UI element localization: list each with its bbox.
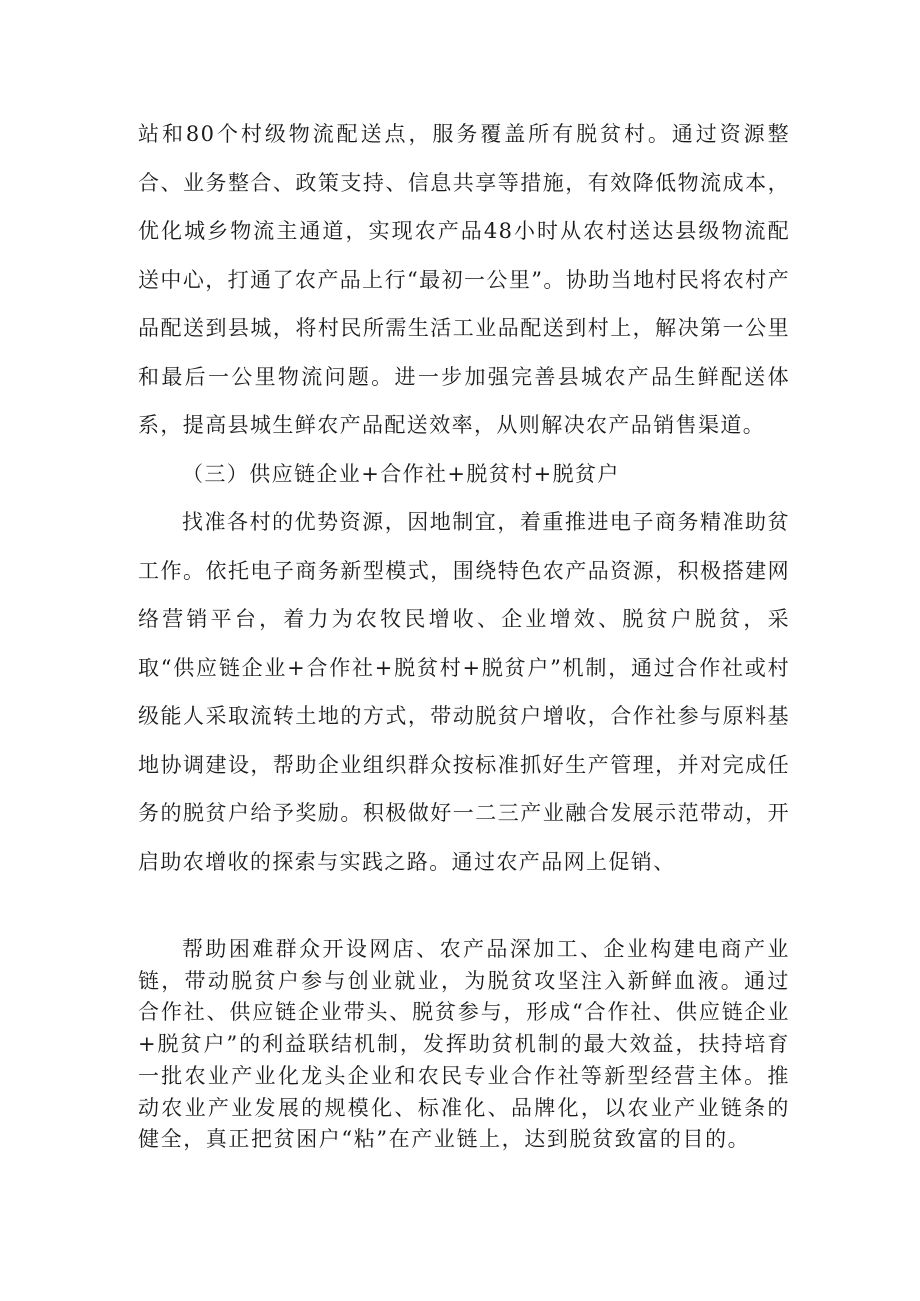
continued-paragraph: 站和80个村级物流配送点，服务覆盖所有脱贫村。通过资源整合、业务整合、政策支持、信息共享等措施，有效降低物流成本，优化城乡物流主通道，实现农产品48小时从农村送达县级物流配送中心，打通了农产品上行“最初一公里”。协助当地村民将农村产品配送到县城，将村民所需生活工业品配送到村上，解决第一公里和最后一公里物流问题。进一步加强完善县城农产品生鲜配送体系，提高县城生鲜农产品配送效率，从则解决农产品销售渠道。 (138, 122, 790, 437)
section-heading: （三）供应链企业+合作社+脱贫村+脱贫户 (182, 461, 620, 486)
final-paragraph: 帮助困难群众开设网店、农产品深加工、企业构建电商产业链，带动脱贫户参与创业就业，为脱贫攻坚注入新鲜血液。通过合作社、供应链企业带头、脱贫参与，形成“合作社、供应链企业+脱贫户”的利益联结机制，发挥助贫机制的最大效益，扶持培育一批农业产业化龙头企业和农民专业合作社等新型经营主体。推动农业产业发展的规模化、标准化、品牌化，以农业产业链条的健全，真正把贫困户“粘”在产业链上，达到脱贫致富的目的。 (138, 937, 790, 1152)
body-paragraph: 找准各村的优势资源，因地制宜，着重推进电子商务精准助贫工作。依托电子商务新型模式，围绕特色农产品资源，积极搭建网络营销平台，着力为农牧民增收、企业增效、脱贫户脱贫，采取“供应链企业+合作社+脱贫村+脱贫户”机制，通过合作社或村级能人采取流转土地的方式，带动脱贫户增收，合作社参与原料基地协调建设，帮助企业组织群众按标准抓好生产管理，并对完成任务的脱贫户给予奖励。积极做好一二三产业融合发展示范带动，开启助农增收的探索与实践之路。通过农产品网上促销、 (138, 510, 790, 874)
main-text-block (138, 110, 790, 886)
final-text-block (138, 934, 790, 1156)
